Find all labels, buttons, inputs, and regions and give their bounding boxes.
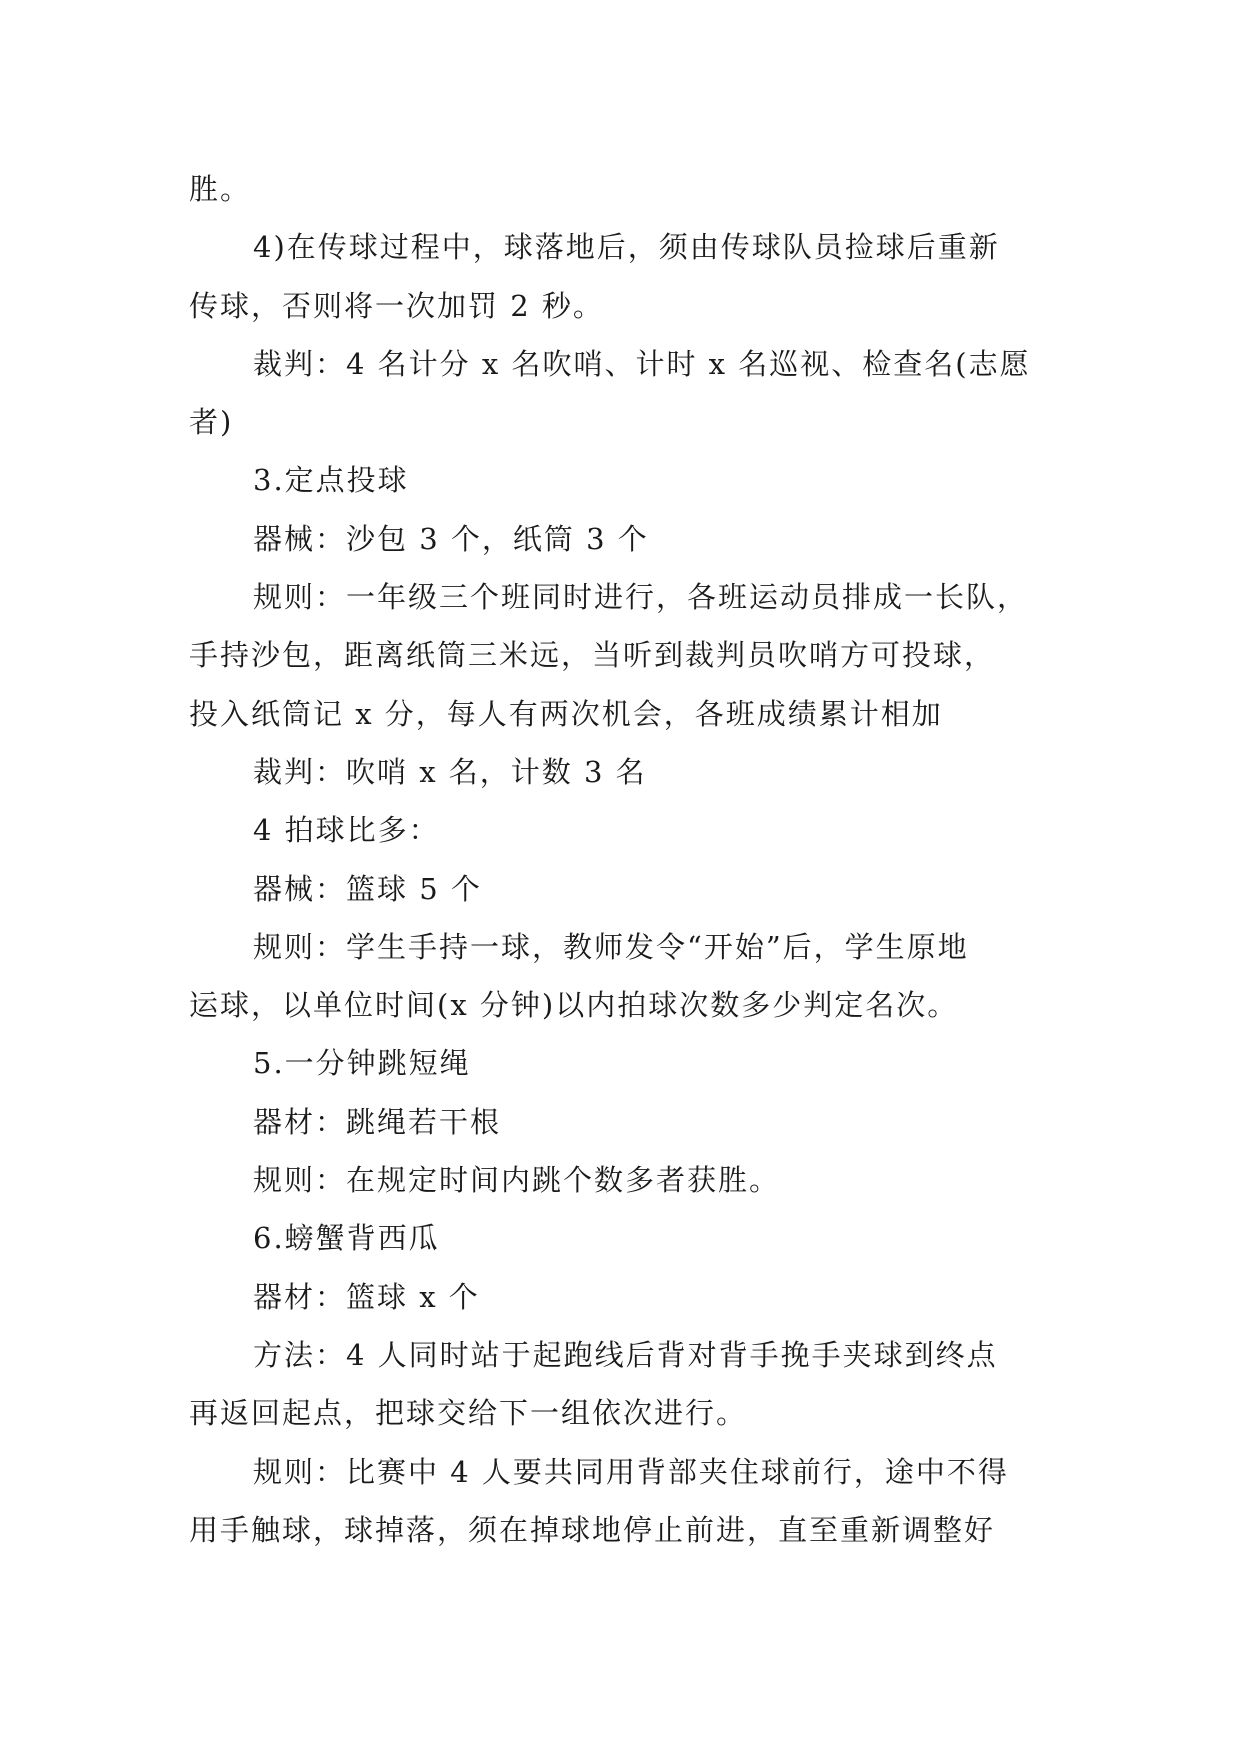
text-line: 再返回起点，把球交给下一组依次进行。 (189, 1396, 748, 1431)
section-heading: 4 拍球比多： (253, 813, 440, 848)
text-line: 器械：篮球 5 个 (253, 871, 482, 906)
text-line: 规则：在规定时间内跳个数多者获胜。 (253, 1163, 781, 1198)
text-line: 传球，否则将一次加罚 2 秒。 (189, 288, 604, 323)
text-line: 规则：比赛中 4 人要共同用背部夹住球前行，途中不得 (253, 1454, 1009, 1489)
text-line: 投入纸筒记 x 分，每人有两次机会，各班成绩累计相加 (189, 696, 943, 731)
text-line: 器械：沙包 3 个，纸筒 3 个 (253, 521, 649, 556)
text-line: 用手触球，球掉落，须在掉球地停止前进，直至重新调整好 (189, 1512, 996, 1547)
section-heading: 3.定点投球 (253, 463, 409, 498)
text-line: 方法：4 人同时站于起跑线后背对背手挽手夹球到终点 (253, 1337, 998, 1372)
text-line: 者) (189, 405, 234, 440)
text-line: 器材：篮球 x 个 (253, 1279, 480, 1314)
text-line: 规则：学生手持一球，教师发令“开始”后，学生原地 (253, 929, 969, 964)
document-body (189, 160, 1059, 1559)
text-line: 4)在传球过程中，球落地后，须由传球队员捡球后重新 (253, 230, 1000, 265)
text-line: 器材：跳绳若干根 (253, 1104, 502, 1139)
text-line: 手持沙包，距离纸筒三米远，当听到裁判员吹哨方可投球， (189, 638, 996, 673)
text-line: 胜。 (189, 172, 252, 206)
text-line: 规则：一年级三个班同时进行，各班运动员排成一长队， (253, 580, 1029, 615)
section-heading: 6.螃蟹背西瓜 (253, 1221, 440, 1256)
text-line: 裁判：4 名计分 x 名吹哨、计时 x 名巡视、检查名(志愿 (253, 346, 1031, 381)
text-line: 裁判：吹哨 x 名，计数 3 名 (253, 754, 647, 789)
section-heading: 5.一分钟跳短绳 (253, 1046, 471, 1081)
text-line: 运球，以单位时间(x 分钟)以内拍球次数多少判定名次。 (189, 988, 959, 1023)
